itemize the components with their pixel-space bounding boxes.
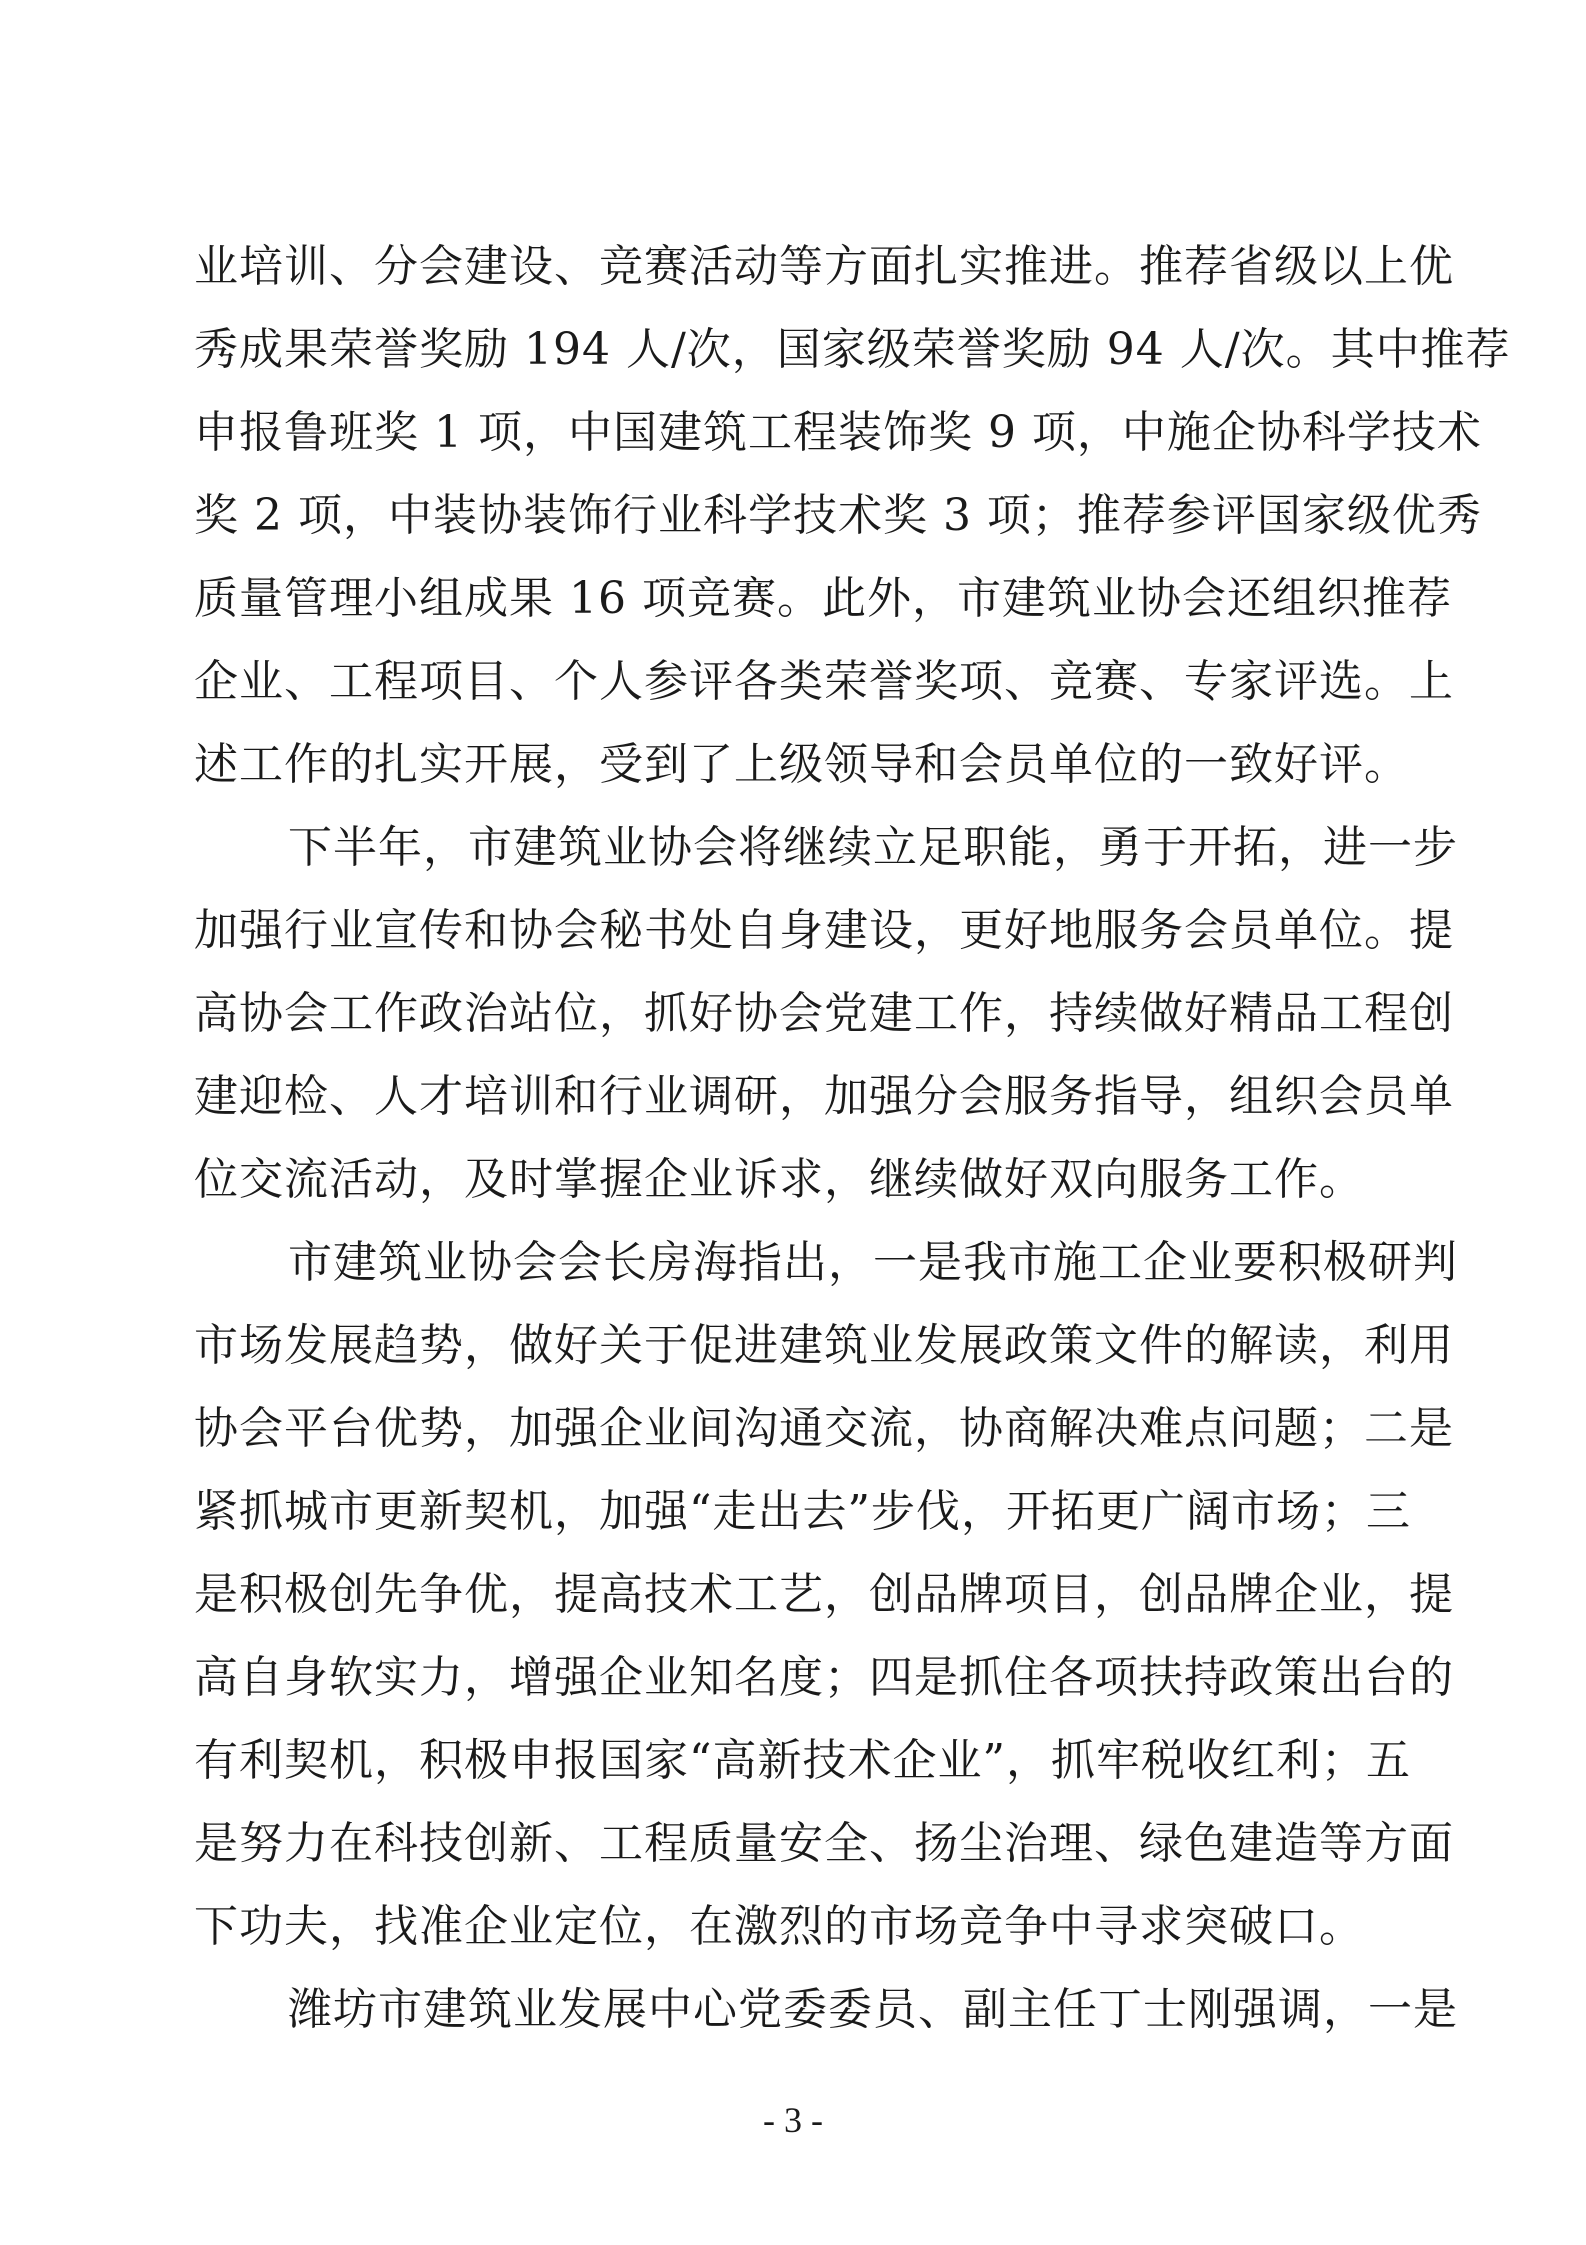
- text-line: 申报鲁班奖 1 项，中国建筑工程装饰奖 9 项，中施企协科学技术: [194, 407, 1482, 458]
- text-line: 是积极创先争优，提高技术工艺，创品牌项目，创品牌企业，提: [194, 1569, 1454, 1620]
- text-line: 有利契机，积极申报国家“高新技术企业”，抓牢税收红利；五: [194, 1735, 1411, 1786]
- page-number: - 3 -: [763, 2100, 823, 2140]
- text-line: 是努力在科技创新、工程质量安全、扬尘治理、绿色建造等方面: [194, 1818, 1454, 1869]
- text-line: 秀成果荣誉奖励 194 人/次，国家级荣誉奖励 94 人/次。其中推荐: [194, 324, 1511, 375]
- text-line: 紧抓城市更新契机，加强“走出去”步伐，开拓更广阔市场；三: [194, 1486, 1411, 1537]
- text-line: 市建筑业协会会长房海指出，一是我市施工企业要积极研判: [288, 1237, 1458, 1288]
- text-line: 下半年，市建筑业协会将继续立足职能，勇于开拓，进一步: [288, 822, 1458, 873]
- text-line: 潍坊市建筑业发展中心党委委员、副主任丁士刚强调，一是: [288, 1984, 1458, 2035]
- text-line: 高协会工作政治站位，抓好协会党建工作，持续做好精品工程创: [194, 988, 1454, 1039]
- text-line: 市场发展趋势，做好关于促进建筑业发展政策文件的解读，利用: [194, 1320, 1454, 1371]
- text-line: 质量管理小组成果 16 项竞赛。此外，市建筑业协会还组织推荐: [194, 573, 1452, 624]
- text-line: 高自身软实力，增强企业知名度；四是抓住各项扶持政策出台的: [194, 1652, 1454, 1703]
- text-line: 协会平台优势，加强企业间沟通交流，协商解决难点问题；二是: [194, 1403, 1454, 1454]
- text-line: 加强行业宣传和协会秘书处自身建设，更好地服务会员单位。提: [194, 905, 1454, 956]
- text-line: 述工作的扎实开展，受到了上级领导和会员单位的一致好评。: [194, 739, 1409, 790]
- text-line: 建迎检、人才培训和行业调研，加强分会服务指导，组织会员单: [194, 1071, 1454, 1122]
- text-line: 奖 2 项，中装协装饰行业科学技术奖 3 项；推荐参评国家级优秀: [194, 490, 1482, 541]
- text-line: 下功夫，找准企业定位，在激烈的市场竞争中寻求突破口。: [194, 1901, 1364, 1952]
- text-line: 企业、工程项目、个人参评各类荣誉奖项、竞赛、专家评选。上: [194, 656, 1454, 707]
- text-line: 位交流活动，及时掌握企业诉求，继续做好双向服务工作。: [194, 1154, 1364, 1205]
- text-line: 业培训、分会建设、竞赛活动等方面扎实推进。推荐省级以上优: [194, 241, 1454, 292]
